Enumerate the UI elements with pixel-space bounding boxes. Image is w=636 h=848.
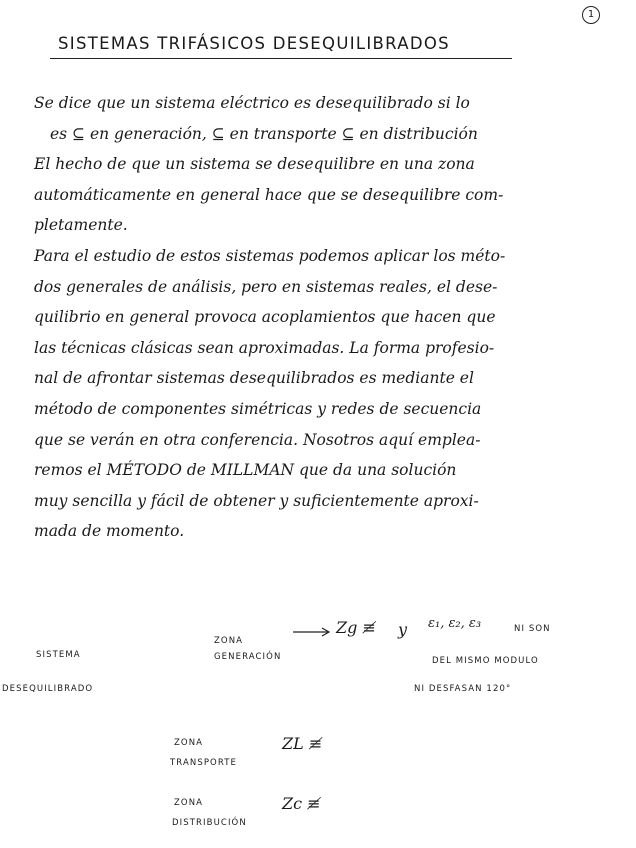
desequilibrado-label: DESEQUILIBRADO <box>2 684 94 694</box>
body-line: remos el MÉTODO de MILLMAN que da una solución <box>34 461 457 480</box>
body-line: que se verán en otra conferencia. Nosotros aquí emplea- <box>34 430 481 449</box>
body-line: Se dice que un sistema eléctrico es desequilibrado si lo <box>34 94 470 112</box>
gen-zone-label: ZONA <box>214 636 244 646</box>
title-underline <box>50 58 512 59</box>
gen-impedance-symbol: Zg ≢ <box>336 618 376 637</box>
trans-zone-label: ZONA <box>174 738 204 748</box>
arrow-right-icon <box>292 626 334 638</box>
body-line: método de componentes simétricas y redes de secuencia <box>34 399 482 418</box>
gen-note-line: NI SON <box>514 624 551 634</box>
sistema-label: SISTEMA <box>36 650 81 660</box>
body-line: pletamente. <box>34 216 128 235</box>
gen-note-line: DEL MISMO MODULO <box>432 656 539 666</box>
gen-conjunction: y <box>398 620 408 639</box>
body-line: muy sencilla y fácil de obtener y suficientemente aproxi- <box>34 491 479 510</box>
handwritten-body <box>34 88 624 547</box>
page-number: 1 <box>582 6 600 24</box>
body-line: quilibrio en general provoca acoplamientos que hacen que <box>34 308 496 327</box>
trans-zone-name: TRANSPORTE <box>170 758 237 768</box>
body-line: El hecho de que un sistema se desequilibre en una zona <box>34 155 475 174</box>
body-line: mada de momento. <box>34 522 185 541</box>
emf-symbols: ε₁, ε₂, ε₃ <box>428 616 482 631</box>
dist-zone-name: DISTRIBUCIÓN <box>172 818 247 828</box>
body-line: nal de afrontar sistemas desequilibrados es mediante el <box>34 369 474 388</box>
body-line: automáticamente en general hace que se desequilibre com- <box>34 185 504 204</box>
body-line: es ⊆ en generación, ⊆ en transporte ⊆ en distribución <box>50 124 478 143</box>
gen-note-line: NI DESFASAN 120° <box>414 684 512 694</box>
body-line: las técnicas clásicas sean aproximadas. La forma profesio- <box>34 338 495 357</box>
body-line: Para el estudio de estos sistemas podemos aplicar los méto- <box>34 246 506 265</box>
trans-impedance-symbol: ZL ≢ <box>282 734 323 753</box>
dist-impedance-symbol: Zc ≢ <box>282 794 321 813</box>
dist-zone-label: ZONA <box>174 798 204 808</box>
body-line: dos generales de análisis, pero en sistemas reales, el dese- <box>34 277 498 296</box>
gen-zone-name: GENERACIÓN <box>214 652 282 662</box>
page-title: SISTEMAS TRIFÁSICOS DESEQUILIBRADOS <box>58 34 450 53</box>
